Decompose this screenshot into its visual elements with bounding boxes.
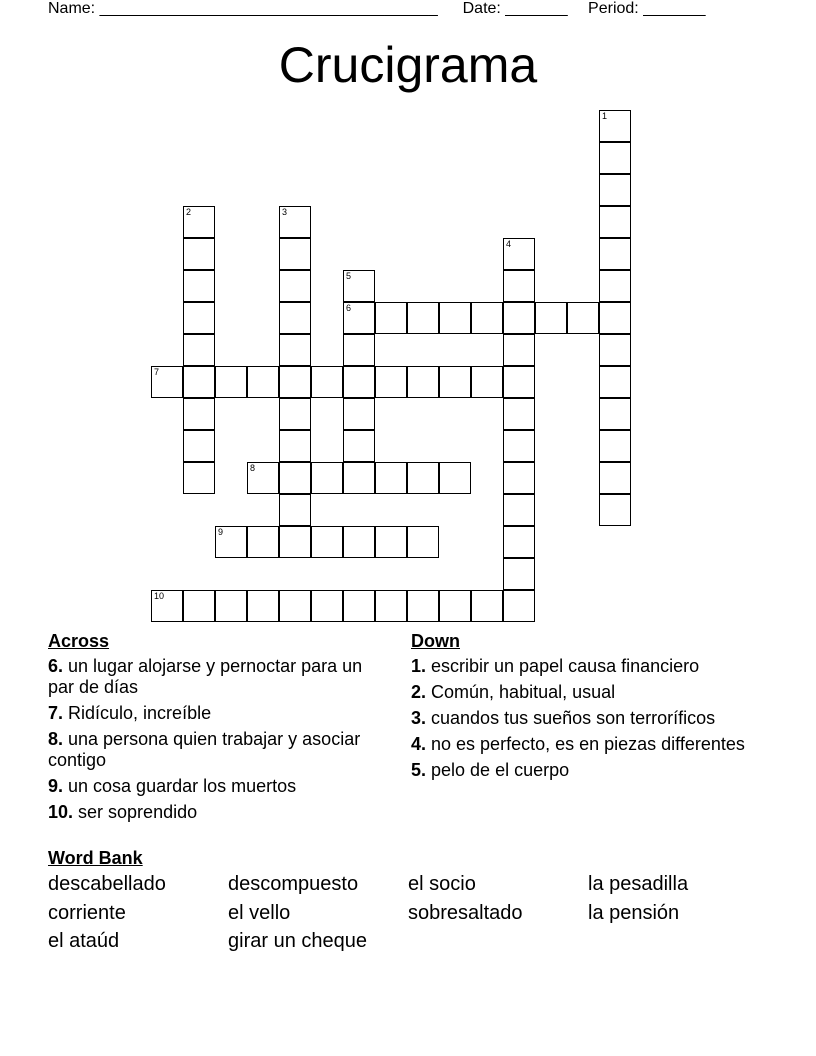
grid-cell[interactable] xyxy=(503,238,535,270)
grid-cell[interactable] xyxy=(183,398,215,430)
grid-cell[interactable] xyxy=(439,302,471,334)
across-clue xyxy=(48,802,393,823)
grid-cell[interactable] xyxy=(279,238,311,270)
grid-cell[interactable] xyxy=(375,526,407,558)
grid-cell[interactable] xyxy=(343,398,375,430)
down-clues xyxy=(411,630,756,786)
across-clue xyxy=(48,776,393,797)
grid-cell[interactable] xyxy=(343,302,375,334)
clue-number: 2. xyxy=(411,682,427,702)
grid-cell[interactable] xyxy=(599,142,631,174)
grid-cell[interactable] xyxy=(567,302,599,334)
grid-cell[interactable] xyxy=(599,174,631,206)
across-clue xyxy=(48,729,393,771)
down-clue xyxy=(411,708,756,729)
clue-number: 6. xyxy=(48,656,64,676)
down-clue xyxy=(411,656,756,677)
grid-cell[interactable] xyxy=(375,462,407,494)
across-clue xyxy=(48,656,393,698)
word-bank-item: sobresaltado xyxy=(408,901,523,924)
grid-cell[interactable] xyxy=(407,590,439,622)
grid-cell[interactable] xyxy=(311,526,343,558)
grid-cell[interactable] xyxy=(279,590,311,622)
clue-number: 4. xyxy=(411,734,427,754)
clue-text: un lugar alojarse y pernoctar para un par de días xyxy=(48,656,363,697)
grid-cell[interactable] xyxy=(279,526,311,558)
grid-cell[interactable] xyxy=(439,462,471,494)
grid-cell[interactable] xyxy=(279,398,311,430)
clue-number: 1. xyxy=(411,656,427,676)
grid-cell[interactable] xyxy=(407,366,439,398)
grid-cell[interactable] xyxy=(311,366,343,398)
grid-cell[interactable] xyxy=(183,590,215,622)
grid-cell[interactable] xyxy=(183,238,215,270)
grid-cell[interactable] xyxy=(279,494,311,526)
clue-text: cuandos tus sueños son terroríficos xyxy=(426,708,716,728)
grid-cell[interactable] xyxy=(599,302,631,334)
grid-cell[interactable] xyxy=(343,590,375,622)
clue-text: Ridículo, increíble xyxy=(63,703,212,723)
grid-cell[interactable] xyxy=(215,590,247,622)
grid-cell[interactable] xyxy=(183,302,215,334)
grid-cell[interactable] xyxy=(215,526,247,558)
word-bank-item: el socio xyxy=(408,873,476,895)
cell-number: 5 xyxy=(346,271,352,281)
grid-cell[interactable] xyxy=(311,462,343,494)
grid-cell[interactable] xyxy=(407,526,439,558)
grid-cell[interactable] xyxy=(279,302,311,334)
grid-cell[interactable] xyxy=(247,590,279,622)
header xyxy=(48,0,721,18)
word-bank xyxy=(48,847,768,956)
grid-cell[interactable] xyxy=(375,590,407,622)
word-bank-item: descabellado xyxy=(48,873,166,895)
clue-text: ser soprendido xyxy=(73,802,198,822)
cell-number: 4 xyxy=(506,239,512,249)
period-field[interactable]: Period: _______ xyxy=(588,0,706,17)
date-field[interactable]: Date: _______ xyxy=(462,0,568,17)
grid-cell[interactable] xyxy=(599,110,631,142)
grid-cell[interactable] xyxy=(183,366,215,398)
grid-cell[interactable] xyxy=(343,462,375,494)
grid-cell[interactable] xyxy=(151,366,183,398)
cell-number: 10 xyxy=(154,591,165,601)
down-clue xyxy=(411,760,756,781)
grid-cell[interactable] xyxy=(439,366,471,398)
word-bank-item: el vello xyxy=(228,901,291,924)
down-clue xyxy=(411,734,756,755)
across-clue xyxy=(48,703,393,724)
grid-cell[interactable] xyxy=(503,494,535,526)
clue-number: 9. xyxy=(48,776,64,796)
word-bank-heading: Word Bank xyxy=(48,848,143,868)
cell-number: 8 xyxy=(250,463,256,473)
grid-cell[interactable] xyxy=(343,334,375,366)
grid-cell[interactable] xyxy=(599,238,631,270)
word-bank-item: la pensión xyxy=(588,901,680,924)
grid-cell[interactable] xyxy=(375,366,407,398)
clue-text: Común, habitual, usual xyxy=(426,682,616,702)
grid-cell[interactable] xyxy=(343,366,375,398)
cell-number: 7 xyxy=(154,367,160,377)
grid-cell[interactable] xyxy=(535,302,567,334)
word-bank-item: el ataúd xyxy=(48,930,120,952)
across-heading: Across xyxy=(48,631,110,651)
grid-cell[interactable] xyxy=(503,430,535,462)
cell-number: 1 xyxy=(602,111,608,121)
grid-cell[interactable] xyxy=(599,494,631,526)
grid-cell[interactable] xyxy=(503,526,535,558)
grid-cell[interactable] xyxy=(407,462,439,494)
grid-cell[interactable] xyxy=(471,590,503,622)
grid-cell[interactable] xyxy=(343,270,375,302)
clue-text: una persona quien trabajar y asociar contigo xyxy=(48,729,361,770)
grid-cell[interactable] xyxy=(183,462,215,494)
word-bank-item: corriente xyxy=(48,901,126,924)
grid-cell[interactable] xyxy=(279,206,311,238)
grid-cell[interactable] xyxy=(183,270,215,302)
word-bank-item: la pesadilla xyxy=(588,873,689,895)
grid-cell[interactable] xyxy=(343,526,375,558)
down-clue xyxy=(411,682,756,703)
clue-number: 10. xyxy=(48,802,74,822)
grid-cell[interactable] xyxy=(599,334,631,366)
cell-number: 9 xyxy=(218,527,224,537)
grid-cell[interactable] xyxy=(151,590,183,622)
grid-cell[interactable] xyxy=(215,366,247,398)
clue-number: 7. xyxy=(48,703,64,723)
clue-number: 5. xyxy=(411,760,427,780)
grid-cell[interactable] xyxy=(599,398,631,430)
grid-cell[interactable] xyxy=(279,462,311,494)
grid-cell[interactable] xyxy=(599,206,631,238)
clue-number: 3. xyxy=(411,708,427,728)
page-title: Crucigrama xyxy=(278,37,538,93)
grid-cell[interactable] xyxy=(247,366,279,398)
grid-cell[interactable] xyxy=(599,366,631,398)
grid-cell[interactable] xyxy=(503,398,535,430)
cell-number: 6 xyxy=(346,303,352,313)
grid-cell[interactable] xyxy=(247,526,279,558)
grid-cell[interactable] xyxy=(279,334,311,366)
clue-text: escribir un papel causa financiero xyxy=(426,656,700,676)
grid-cell[interactable] xyxy=(471,366,503,398)
grid-cell[interactable] xyxy=(503,366,535,398)
grid-cell[interactable] xyxy=(503,462,535,494)
grid-cell[interactable] xyxy=(471,302,503,334)
grid-cell[interactable] xyxy=(503,590,535,622)
grid-cell[interactable] xyxy=(343,430,375,462)
cell-number: 2 xyxy=(186,207,192,217)
clue-text: no es perfecto, es en piezas differentes xyxy=(426,734,745,754)
clue-text: un cosa guardar los muertos xyxy=(63,776,297,796)
grid-cell[interactable] xyxy=(279,366,311,398)
cell-number: 3 xyxy=(282,207,288,217)
clue-number: 8. xyxy=(48,729,64,749)
grid-cell[interactable] xyxy=(247,462,279,494)
grid-cell[interactable] xyxy=(599,462,631,494)
grid-cell[interactable] xyxy=(375,302,407,334)
grid-cell[interactable] xyxy=(183,334,215,366)
grid-cell[interactable] xyxy=(279,270,311,302)
grid-cell[interactable] xyxy=(599,270,631,302)
word-bank-item: descompuesto xyxy=(228,873,359,895)
clue-text: pelo de el cuerpo xyxy=(426,760,570,780)
word-bank-item: girar un cheque xyxy=(228,930,367,952)
grid-cell[interactable] xyxy=(183,430,215,462)
grid-cell[interactable] xyxy=(503,270,535,302)
grid-cell[interactable] xyxy=(503,302,535,334)
down-heading: Down xyxy=(411,631,460,651)
across-clues xyxy=(48,630,393,828)
grid-cell[interactable] xyxy=(311,590,343,622)
grid-cell[interactable] xyxy=(279,430,311,462)
grid-cell[interactable] xyxy=(439,590,471,622)
grid-cell[interactable] xyxy=(183,206,215,238)
grid-cell[interactable] xyxy=(599,430,631,462)
grid-cell[interactable] xyxy=(407,302,439,334)
name-field[interactable]: Name: ______________________________________ xyxy=(48,0,438,17)
grid-cell[interactable] xyxy=(503,334,535,366)
grid-cell[interactable] xyxy=(503,558,535,590)
